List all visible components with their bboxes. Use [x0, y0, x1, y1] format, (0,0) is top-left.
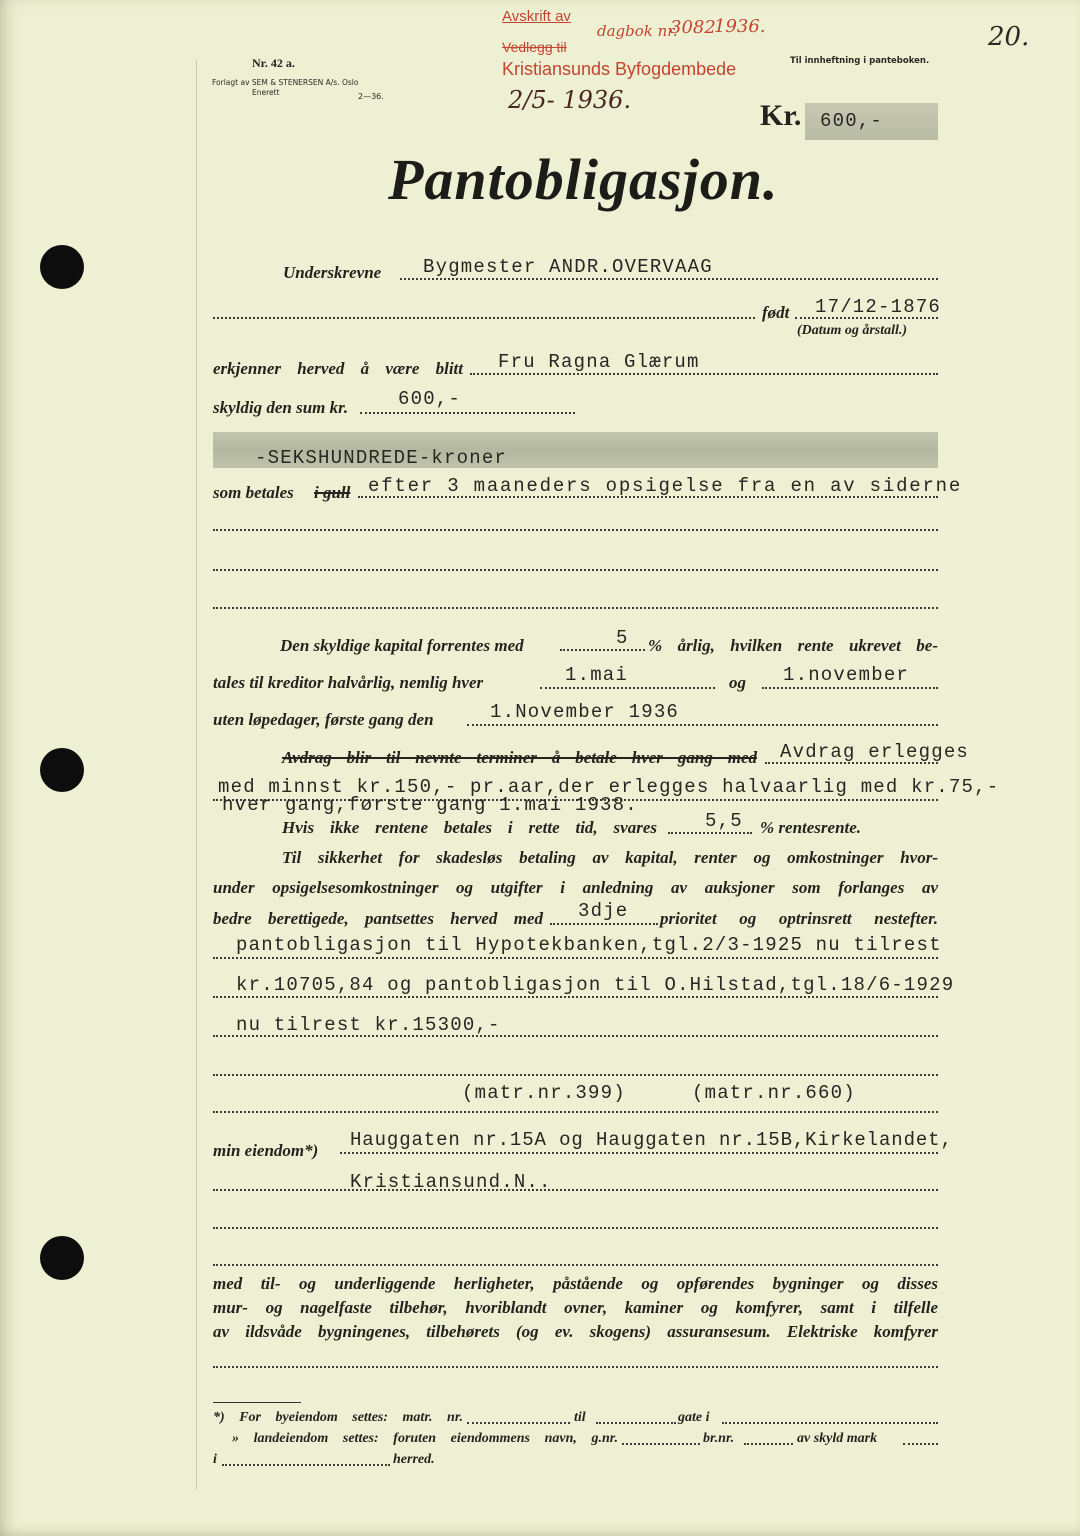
dotted-line — [213, 607, 938, 609]
installments-struck-label: Avdrag blir til nevnte terminer å betale hver gang med — [282, 748, 757, 767]
dotted-line — [213, 317, 755, 319]
footnote-rule — [213, 1402, 301, 1403]
form-edition: 2—36. — [358, 92, 384, 101]
dotted-line — [340, 1152, 938, 1154]
attachment-label: Vedlegg til — [502, 39, 567, 55]
dotted-line — [213, 529, 938, 531]
punch-hole — [40, 245, 84, 289]
registered-date: 2/5- 1936. — [508, 86, 632, 114]
dotted-line — [596, 1422, 676, 1424]
interest-terms-label: tales til kreditor halvårlig, nemlig hver — [213, 673, 484, 692]
dotted-line — [400, 278, 938, 280]
appurtenances-line: med til- og underliggende herligheter, påstående og opførendes bygninger og disses — [213, 1274, 938, 1293]
creditor-value: Fru Ragna Glærum — [498, 351, 700, 373]
footnote-city-til: til — [574, 1410, 586, 1425]
dotted-line — [213, 1227, 938, 1229]
default-interest-suffix: % rentesrente. — [760, 818, 862, 837]
dotted-line — [213, 957, 938, 959]
appurtenances-line: mur- og nagelfaste tilbehør, hvoriblandt ovner, kaminer og komfyrer, samt i tilfelle — [213, 1298, 938, 1317]
rights-note: Enerett — [252, 88, 280, 97]
margin-rule — [196, 60, 197, 1490]
footnote-municipality-prefix: i — [213, 1452, 217, 1467]
repayment-value: efter 3 maaneders opsigelse fra en av siderne — [368, 475, 963, 497]
dotted-line — [213, 1189, 938, 1191]
appurtenances-line: av ildsvåde bygningenes, tilbehørets (og ev. skogens) assuransesum. Elektriske komfyrer — [213, 1322, 938, 1341]
dotted-line — [540, 687, 715, 689]
form-number: Nr. 42 a. — [252, 56, 295, 70]
dotted-line — [744, 1443, 793, 1445]
priority-suffix: prioritet og optrinsrett nestefter. — [660, 909, 938, 928]
debtor-label: Underskrevne — [283, 263, 382, 282]
interest-terms-conjunction: og — [729, 673, 746, 692]
dotted-line — [360, 412, 575, 414]
document-title: Pantobligasjon. — [388, 147, 779, 212]
punch-hole — [40, 748, 84, 792]
amount-in-words: -SEKSHUNDREDE-kroner — [255, 447, 508, 469]
debtor-value: Bygmester ANDR.OVERVAAG — [423, 256, 713, 278]
default-interest-label: Hvis ikke rentene betales i rette tid, svares — [282, 818, 657, 837]
property-line: Kristiansund.N.. — [350, 1171, 552, 1193]
footnote-rural-skyld: av skyld mark — [797, 1431, 878, 1446]
first-payment-label: uten løpedager, første gang den — [213, 710, 434, 729]
creditor-label: erkjenner herved å være blitt — [213, 359, 463, 378]
birth-label: født — [762, 303, 790, 322]
installments-line: Avdrag erlegges — [780, 741, 970, 763]
copy-label: Avskrift av — [502, 8, 571, 25]
interest-term-1: 1.mai — [565, 664, 629, 686]
security-text-line: Til sikkerhet for skadesløs betaling av kapital, renter og omkostninger hvor- — [282, 848, 938, 867]
footnote-rural-brnr: br.nr. — [703, 1431, 735, 1446]
interest-label: Den skyldige kapital forrentes med — [280, 636, 524, 655]
dotted-line — [722, 1422, 938, 1424]
birth-hint: (Datum og årstall.) — [797, 323, 908, 338]
dotted-line — [467, 724, 938, 726]
footnote-city-gate: gate i — [678, 1410, 710, 1425]
priority-label: bedre berettigede, pantsettes herved med — [213, 909, 543, 928]
property-matr-2: (matr.nr.660) — [692, 1082, 856, 1104]
page-number: 20. — [988, 22, 1030, 52]
property-line: Hauggaten nr.15A og Hauggaten nr.15B,Kirkelandet, — [350, 1129, 953, 1151]
struck-gold-option: i gull — [314, 483, 351, 502]
security-text-line: under opsigelsesomkostninger og utgifter i anledning av auksjoner som forlanges av — [213, 878, 938, 897]
dotted-line — [213, 1111, 938, 1113]
dotted-line — [213, 569, 938, 571]
interest-term-2: 1.november — [783, 664, 910, 686]
dotted-line — [213, 1264, 938, 1266]
prior-lien-line: kr.10705,84 og pantobligasjon til O.Hilstad,tgl.18/6-1929 — [236, 974, 955, 996]
punch-hole — [40, 1236, 84, 1280]
amount-label: Kr. — [760, 99, 802, 132]
dotted-line — [560, 649, 645, 651]
property-label: min eiendom*) — [213, 1141, 319, 1160]
publisher: Forlagt av SEM & STENERSEN A/s. Oslo — [212, 78, 359, 87]
repayment-label: som betales — [213, 483, 294, 502]
footnote-rural-label: » landeiendom settes: foruten eiendommens navn, g.nr. — [232, 1431, 618, 1446]
property-matr-1: (matr.nr.399) — [462, 1082, 626, 1104]
principal-value: 600,- — [398, 388, 462, 410]
installments-line: hver gang,første gang 1.mai 1938. — [222, 794, 638, 816]
journal-number: 3082 — [670, 17, 716, 38]
installments-line: med minnst kr.150,- pr.aar,der erlegges halvaarlig med kr.75,- — [218, 776, 1000, 798]
interest-rate-suffix: % årlig, hvilken rente ukrevet be- — [648, 636, 938, 655]
journal-label: dagbok nr. — [597, 22, 678, 40]
birth-value: 17/12-1876 — [815, 296, 942, 318]
dotted-line — [222, 1464, 390, 1466]
prior-lien-line: pantobligasjon til Hypotekbanken,tgl.2/3-1925 nu tilrest — [236, 934, 942, 956]
journal-year: 1936. — [714, 16, 766, 37]
priority-value: 3dje — [578, 900, 629, 922]
dotted-line — [550, 923, 658, 925]
amount-value: 600,- — [820, 110, 884, 132]
dotted-line — [622, 1443, 700, 1445]
dotted-line — [467, 1422, 570, 1424]
dotted-line — [213, 1074, 938, 1076]
office-name: Kristiansunds Byfogdembede — [502, 59, 737, 79]
first-payment-date: 1.November 1936 — [490, 701, 680, 723]
binding-note: Til innheftning i panteboken. — [790, 56, 930, 66]
footnote-municipality-suffix: herred. — [393, 1452, 435, 1467]
dotted-line — [213, 996, 938, 998]
footnote-city-label: *) For byeiendom settes: matr. nr. — [213, 1410, 463, 1425]
dotted-line — [213, 1366, 938, 1368]
default-interest-rate: 5,5 — [705, 810, 743, 832]
interest-rate: 5 — [616, 627, 629, 649]
dotted-line — [762, 687, 938, 689]
principal-label: skyldig den sum kr. — [213, 398, 349, 417]
dotted-line — [903, 1443, 938, 1445]
dotted-line — [668, 832, 752, 834]
dotted-line — [470, 373, 938, 375]
prior-lien-line: nu tilrest kr.15300,- — [236, 1014, 501, 1036]
